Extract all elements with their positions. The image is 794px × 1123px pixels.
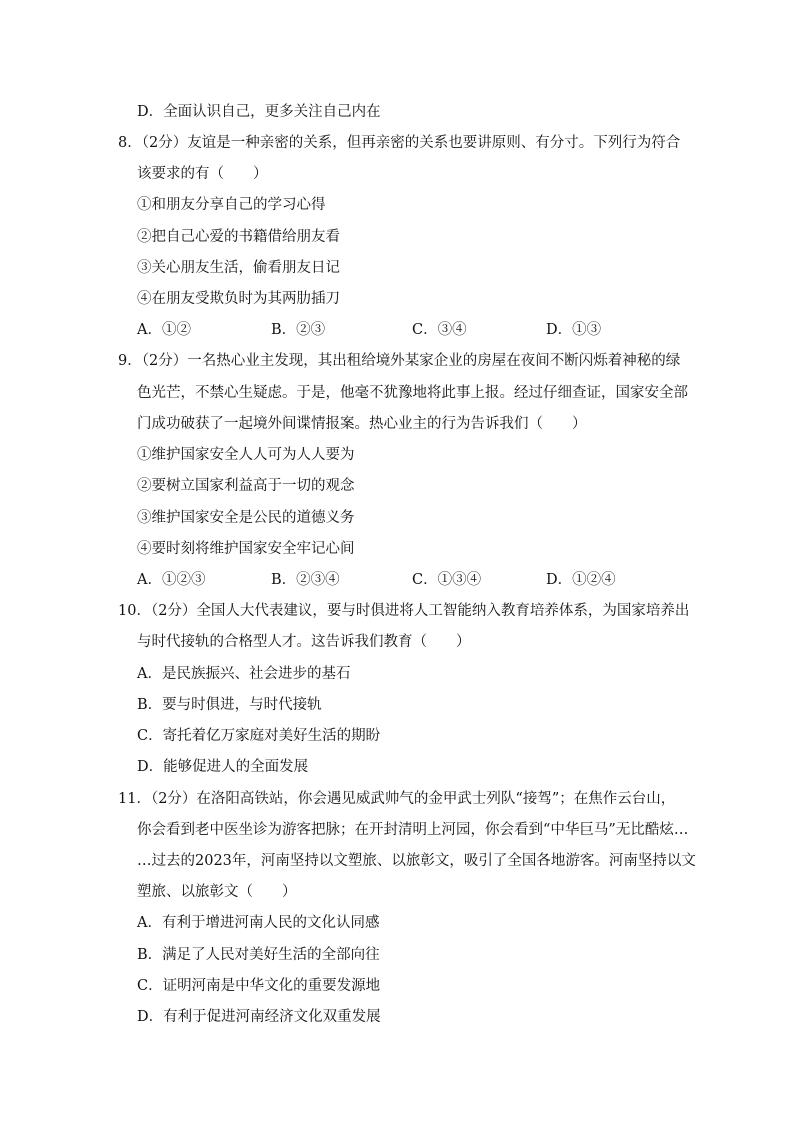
q10-option-b: B．要与时俱进，与时代接轨 — [137, 697, 322, 713]
q8-stem-line-1: 8．（2分）友谊是一种亲密的关系，但再亲密的关系也要讲原则、有分寸。下列行为符合 — [118, 135, 681, 151]
q9-choice-d: D．①②④ — [546, 572, 616, 588]
q9-choice-c: C．①③④ — [412, 572, 482, 588]
q8-choices — [137, 320, 697, 340]
q8-choice-c: C．③④ — [412, 322, 467, 338]
q8-item-2: ②把自己心爱的书籍借给朋友看 — [137, 229, 340, 245]
q8-stem-line-2: 该要求的有（ ） — [137, 166, 268, 182]
q11-stem-line-4: 塑旅、以旅彰文（ ） — [137, 884, 297, 900]
q8-choice-a: A．①② — [137, 322, 191, 338]
q9-choice-a: A．①②③ — [137, 572, 206, 588]
q11-option-b: B．满足了人民对美好生活的全部向往 — [137, 947, 380, 963]
q10-stem-line-1: 10．（2分）全国人大代表建议，要与时俱进将人工智能纳入教育培养体系，为国家培养出 — [118, 603, 690, 619]
q8-choice-b: B．②③ — [271, 322, 326, 338]
q8-item-4: ④在朋友受欺负时为其两肋插刀 — [137, 291, 340, 307]
q10-stem-line-2: 与时代接轨的合格型人才。这告诉我们教育（ ） — [137, 634, 471, 650]
q9-stem-line-2: 色光芒，不禁心生疑虑。于是，他毫不犹豫地将此事上报。经过仔细查证，国家安全部 — [137, 385, 688, 401]
q10-option-d: D．能够促进人的全面发展 — [137, 759, 309, 775]
q8-item-3: ③关心朋友生活，偷看朋友日记 — [137, 260, 340, 276]
q9-stem-line-3: 门成功破获了一起境外间谍情报案。热心业主的行为告诉我们（ ） — [137, 416, 587, 432]
q10-option-c: C．寄托着亿万家庭对美好生活的期盼 — [137, 728, 381, 744]
q9-item-4: ④要时刻将维护国家安全牢记心间 — [137, 541, 355, 557]
q9-stem-line-1: 9．（2分）一名热心业主发现，其出租给境外某家企业的房屋在夜间不断闪烁着神秘的绿 — [118, 353, 681, 369]
q11-option-d: D．有利于促进河南经济文化双重发展 — [137, 1009, 381, 1025]
q8-item-1: ①和朋友分享自己的学习心得 — [137, 197, 326, 213]
q9-choices — [137, 570, 697, 590]
q11-option-c: C．证明河南是中华文化的重要发源地 — [137, 978, 381, 994]
q11-stem-line-3: …过去的2023年，河南坚持以文塑旅、以旅彰文，吸引了全国各地游客。河南坚持以文 — [137, 853, 696, 869]
q9-choice-b: B．②③④ — [271, 572, 340, 588]
q11-stem-line-2: 你会看到老中医坐诊为游客把脉；在开封清明上河园，你会看到“中华巨马”无比酷炫… — [137, 822, 689, 838]
q9-item-1: ①维护国家安全人人可为人人要为 — [137, 447, 355, 463]
q8-choice-d: D．①③ — [546, 322, 602, 338]
q9-item-2: ②要树立国家利益高于一切的观念 — [137, 478, 355, 494]
q9-item-3: ③维护国家安全是公民的道德义务 — [137, 510, 355, 526]
q10-option-a: A．是民族振兴、社会进步的基石 — [137, 666, 351, 682]
q7-option-d: D．全面认识自己，更多关注自己内在 — [137, 104, 381, 120]
q11-option-a: A．有利于增进河南人民的文化认同感 — [137, 915, 380, 931]
q11-stem-line-1: 11．（2分）在洛阳高铁站，你会遇见威武帅气的金甲武士列队“接驾”；在焦作云台山， — [118, 791, 676, 807]
